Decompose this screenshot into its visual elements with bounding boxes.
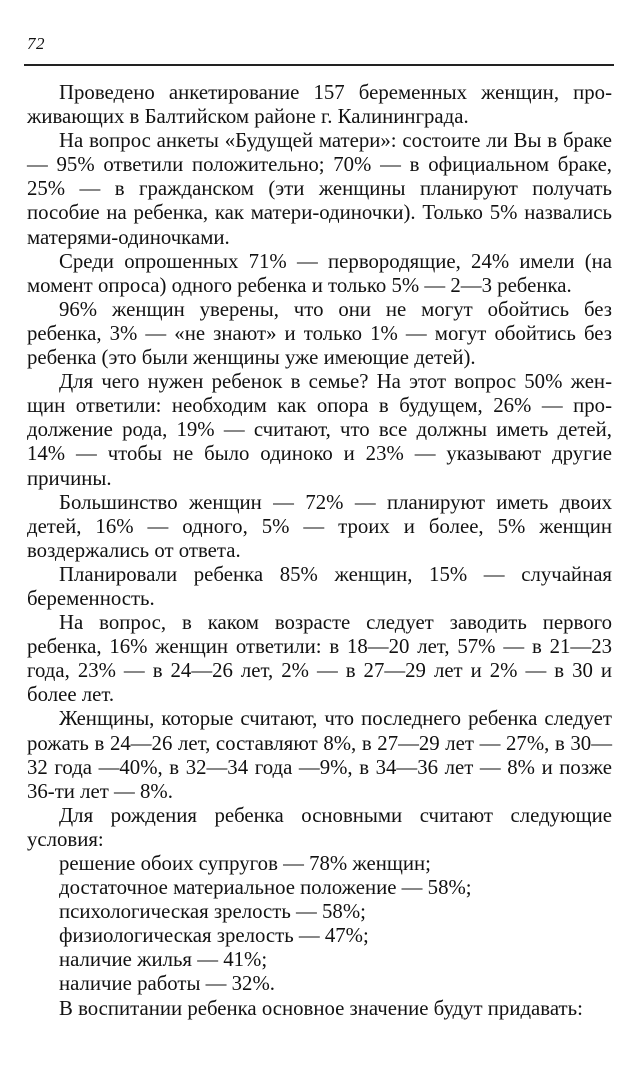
list-item: физиологическая зрелость — 47%; bbox=[59, 924, 369, 948]
list-item: решение обоих супругов — 78% женщин; bbox=[59, 852, 431, 875]
paragraph-why-child: Для чего нужен ребенок в семье? На этот вопрос 50% женщин ответили: необходим как опора в будущем, 26% — продолжение рода, 19% — считают, что все должны иметь детей, 14% — чтобы не было одиноко и 23% — указывают другие причины. bbox=[27, 370, 612, 490]
list-item: психологическая зрелость — 58%; bbox=[59, 900, 366, 924]
conditions-list bbox=[27, 852, 612, 997]
paragraph-need-child: 96% женщин уверены, что они не могут обойтись без ребенка, 3% — «не знают» и только 1% — могут обойтись без ребенка (это были женщины уже имеющие детей). bbox=[27, 297, 612, 370]
paragraph-conditions-intro: Для рождения ребенка основными считают следующие условия: bbox=[27, 803, 612, 851]
paragraph-planned-number: Большинство женщин — 72% — планируют иметь двоих детей, 16% — одного, 5% — троих и более, 5% женщин воздержались от ответа. bbox=[27, 490, 612, 562]
paragraph-marriage: На вопрос анкеты «Будущей матери»: состоите ли Вы в браке — 95% ответили положительно; 70% — в официальном браке, 25% — в гражданском (эти женщины планируют получать пособие на ребенка, как матери-одиночки). Только 5% назвались матерями-одиночками. bbox=[27, 129, 612, 249]
paragraph-children-count: Среди опрошенных 71% — первородящие, 24% имели (на момент опроса) одного ребенка и только 5% — 2—3 ребенка. bbox=[27, 249, 612, 297]
paragraph-upbringing: В воспитании ребенка основное значение будут придавать: bbox=[59, 996, 583, 1020]
page-number: 72 bbox=[27, 34, 45, 53]
list-item: наличие жилья — 41%; bbox=[59, 948, 268, 972]
paragraph-planned-pregnancy: Планировали ребенка 85% женщин, 15% — случайная беременность. bbox=[27, 562, 612, 610]
paragraph-first-child-age: На вопрос, в каком возрасте следует заводить первого ребенка, 16% женщин ответили: в 18—20 лет, 57% — в 21—23 года, 23% — в 24—26 лет, 2% — в 27—29 лет и 2% — в 30 и более лет. bbox=[27, 611, 612, 707]
header-rule bbox=[24, 64, 614, 66]
paragraph-survey-intro: Проведено анкетирование 157 беременных женщин, проживающих в Балтийском районе г. Калининграда. bbox=[27, 81, 612, 129]
paragraph-last-child-age: Женщины, которые считают, что последнего ребенка следует рожать в 24—26 лет, составляют 8%, в 27—29 лет — 27%, в 30—32 года —40%, в 32—34 года —9%, в 34—36 лет — 8% и позже 36-ти лет — 8%. bbox=[27, 707, 612, 803]
list-item: достаточное материальное положение — 58%; bbox=[59, 876, 472, 900]
list-item: наличие работы — 32%. bbox=[59, 972, 275, 996]
page-body bbox=[27, 81, 612, 1021]
